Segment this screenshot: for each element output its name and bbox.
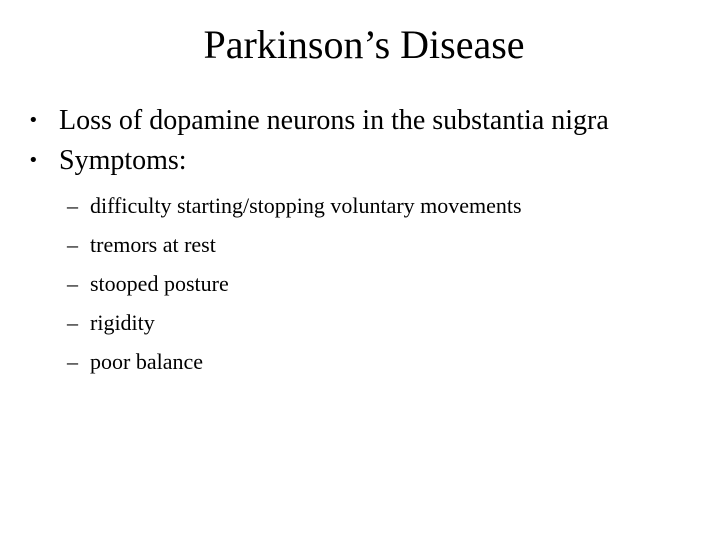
sub-bullet-item [67, 192, 717, 220]
sub-bullet-text: rigidity [90, 310, 155, 335]
bullet-marker: • [28, 110, 39, 131]
sub-bullet-text: stooped posture [90, 271, 229, 296]
dash-marker: – [67, 349, 78, 374]
dash-marker: – [67, 310, 78, 335]
sub-bullet-item [67, 309, 717, 337]
bullet-marker: • [28, 150, 39, 171]
sub-bullet-text: poor balance [90, 349, 203, 374]
dash-marker: – [67, 193, 78, 218]
sub-bullet-item [67, 348, 717, 376]
bullet-text: Symptoms: [59, 145, 187, 176]
dash-marker: – [67, 271, 78, 296]
dash-marker: – [67, 232, 78, 257]
sub-bullet-item [67, 231, 717, 259]
sub-bullet-text: tremors at rest [90, 232, 216, 257]
slide-title: Parkinson’s Disease [203, 22, 525, 67]
bullet-text: Loss of dopamine neurons in the substantia nigra [59, 105, 609, 136]
bullet-item [28, 104, 718, 138]
sub-bullet-text: difficulty starting/stopping voluntary movements [90, 193, 522, 218]
sub-bullet-item [67, 270, 717, 298]
bullet-item [28, 144, 718, 178]
